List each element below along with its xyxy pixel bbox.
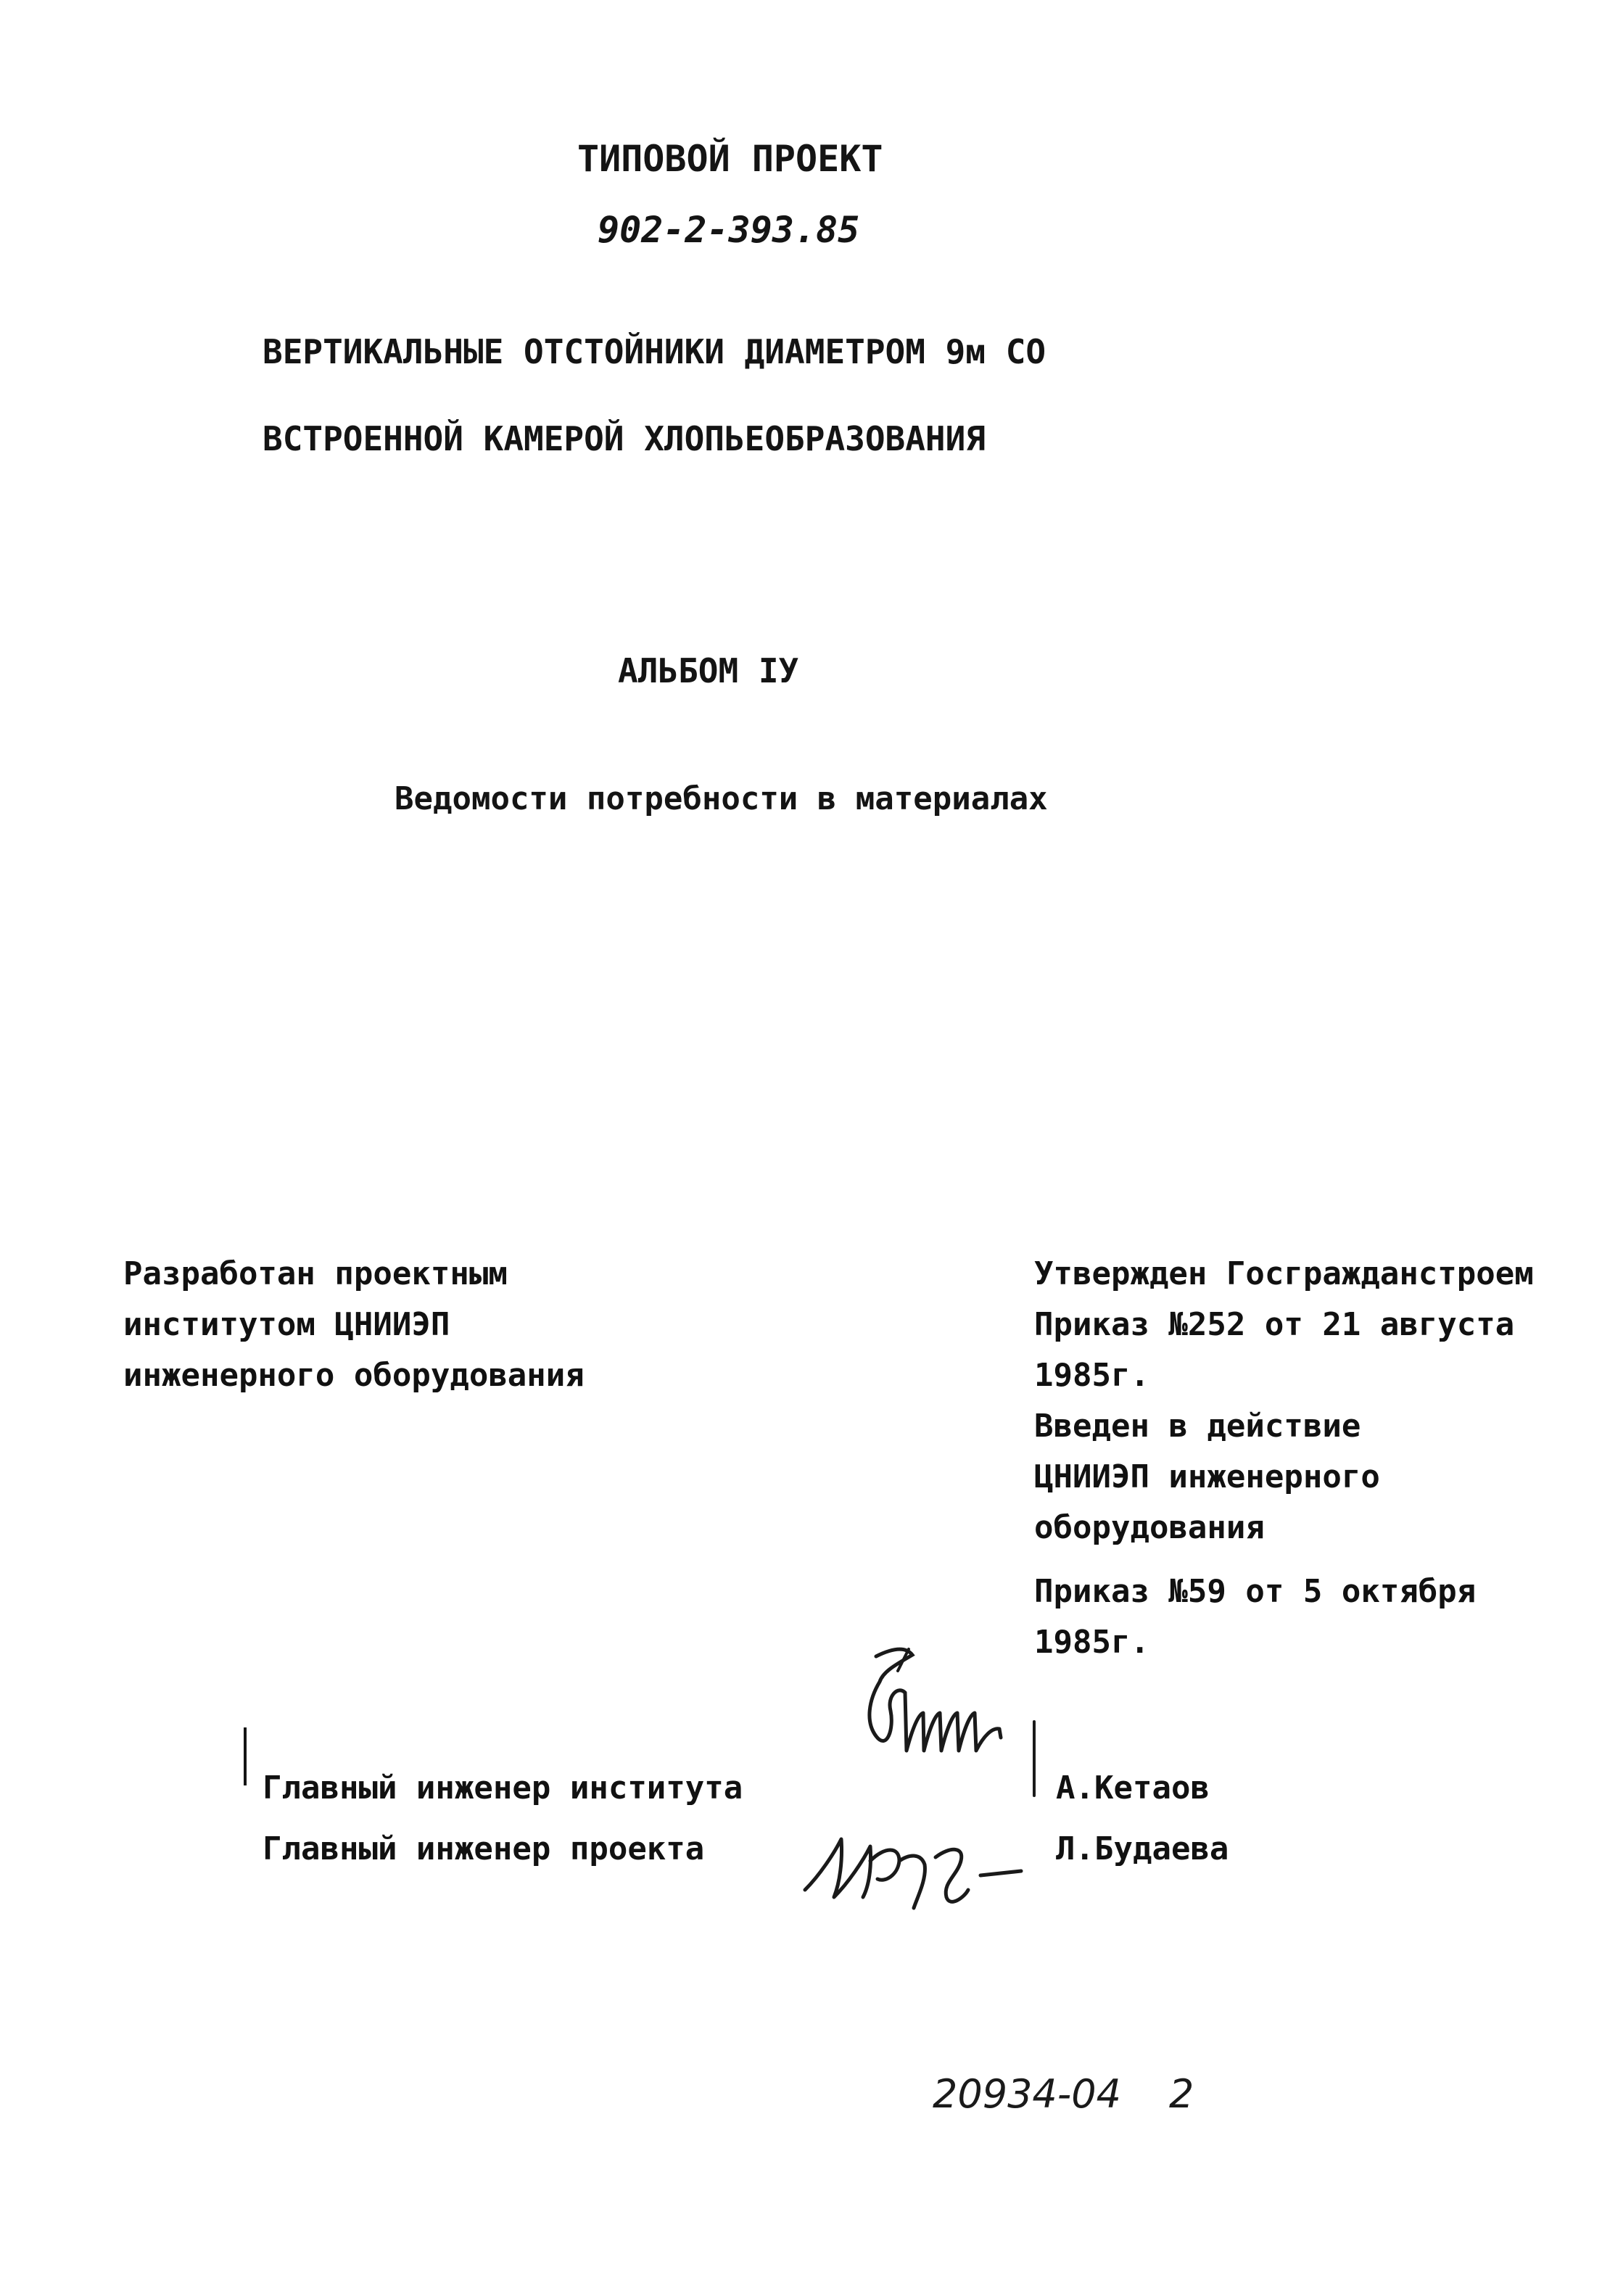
project-number: 902-2-393.85	[598, 209, 860, 251]
album-heading: АЛЬБОМ IУ	[618, 651, 799, 690]
signature-chief-engineer-project	[790, 1817, 1030, 1919]
approval-block	[1034, 1249, 1534, 1668]
project-subtitle-line-2: ВСТРОЕННОЙ КАМЕРОЙ ХЛОПЬЕОБРАЗОВАНИЯ	[263, 419, 986, 458]
developer-block	[123, 1249, 585, 1401]
approval-line: Утвержден Госгражданстроем	[1034, 1255, 1534, 1292]
developer-line: инженерного оборудования	[123, 1357, 585, 1394]
page-number: 2	[1169, 2071, 1194, 2117]
approval-line: 1985г.	[1034, 1357, 1149, 1394]
project-subtitle-line-1: ВЕРТИКАЛЬНЫЕ ОТСТОЙНИКИ ДИАМЕТРОМ 9м СО	[263, 332, 1046, 371]
signature-chief-engineer-institute	[854, 1642, 1050, 1816]
signature-name-1: А.Кетаов	[1056, 1770, 1210, 1806]
signature-role-1: Главный инженер института	[263, 1770, 743, 1806]
album-description: Ведомости потребности в материалах	[395, 780, 1048, 817]
approval-line: Приказ №252 от 21 августа	[1034, 1306, 1515, 1343]
document-code: 20934-04	[933, 2071, 1121, 2117]
signature-role-2: Главный инженер проекта	[263, 1830, 705, 1867]
developer-line: институтом ЦНИИЭП	[123, 1306, 450, 1343]
signature-name-2: Л.Будаева	[1056, 1830, 1229, 1867]
developer-line: Разработан проектным	[123, 1255, 508, 1292]
approval-line: Введен в действие	[1034, 1408, 1361, 1445]
document-title: ТИПОВОЙ ПРОЕКТ	[577, 138, 883, 180]
approval-line: ЦНИИЭП инженерного	[1034, 1458, 1380, 1495]
approval-line: Приказ №59 от 5 октября	[1034, 1573, 1477, 1610]
margin-mark	[244, 1727, 247, 1785]
approval-line: оборудования	[1034, 1509, 1265, 1546]
approval-line: 1985г.	[1034, 1624, 1149, 1661]
